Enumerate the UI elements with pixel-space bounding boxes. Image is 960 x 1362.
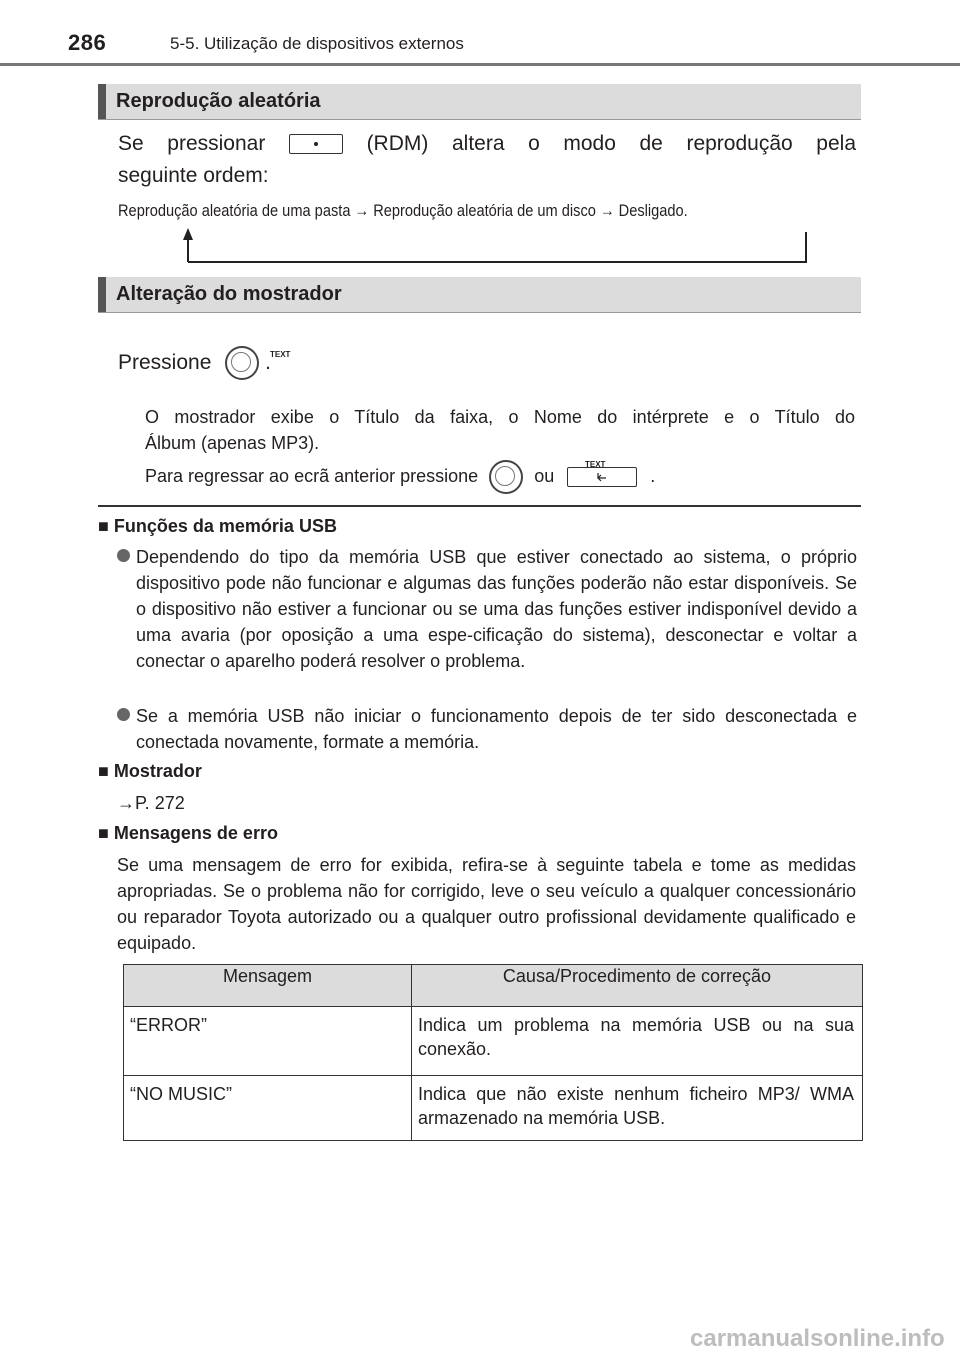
bullet-icon [117, 549, 130, 562]
arrow-icon: → [354, 201, 370, 220]
table-cell-cause: Indica que não existe nenhum ficheiro MP3/ WMA armazenado na memória USB. [412, 1076, 863, 1141]
sequence-step-disc: Reprodução aleatória de um disco [373, 201, 596, 220]
section-title: Alteração do mostrador [116, 283, 342, 305]
section-header-random [98, 84, 861, 120]
error-table [123, 964, 863, 1141]
random-intro-line2: seguinte ordem: [118, 164, 269, 187]
display-description: O mostrador exibe o Título da faixa, o Nome do intérprete e o Título do [145, 407, 855, 427]
table-row [124, 1007, 863, 1076]
table-cell-cause: Indica um problema na memória USB ou na sua conexão. [412, 1007, 863, 1076]
section-divider [98, 505, 861, 507]
table-cell-message: “ERROR” [124, 1007, 412, 1076]
header-rule [0, 63, 960, 66]
knob-label: TEXT [585, 460, 606, 469]
note-bullet: Dependendo do tipo da memória USB que estiver conectado ao sistema, o próprio dispositivo pode não funcionar e algumas das funções poderão não estar disponíveis. Se o dispositivo não estiver a funcionar ou se uma das funções estiver indisponível devido a uma avaria (por oposição a uma espe-cificação do sistema), desconectar e voltar a conectar o aparelho poderá resolver o problema. [117, 544, 857, 674]
return-instruction: Para regressar ao ecrã anterior pressione TEXT ou . [145, 460, 655, 494]
random-sequence [118, 201, 688, 221]
note-heading-display: ■ Mostrador [98, 761, 202, 781]
press-instruction: Pressione TEXT . [118, 346, 271, 380]
column-header: Mensagem [124, 965, 412, 1007]
back-button-icon [567, 467, 637, 487]
errors-description: Se uma mensagem de erro for exibida, refira-se à seguinte tabela e tome as medidas apropriadas. Se o problema não for corrigido, leve o seu veículo a qualquer concessionário ou reparador Toyota autorizado ou a qualquer outro profissional devidamente qualificado e equipado. [117, 855, 856, 953]
rdm-button-icon [289, 134, 343, 154]
knob-label: TEXT [270, 350, 291, 359]
bullet-icon [117, 708, 130, 721]
section-marker [98, 84, 106, 119]
page-number: 286 [68, 30, 107, 55]
note-heading-errors: ■ Mensagens de erro [98, 823, 278, 843]
section-marker [98, 277, 106, 312]
note-bullet: Se a memória USB não iniciar o funcionamento depois de ter sido desconectada e conectada novamente, formate a memória. [117, 703, 857, 755]
random-intro-line1: Se pressionar (RDM) altera o modo de reprodução pela [118, 132, 856, 155]
table-cell-message: “NO MUSIC” [124, 1076, 412, 1141]
page-reference-link[interactable]: →P. 272 [117, 793, 185, 813]
note-heading-usb: ■ Funções da memória USB [98, 516, 337, 536]
sequence-loop-arrow [180, 226, 814, 266]
arrow-icon: → [599, 201, 615, 220]
text-knob-icon [489, 460, 523, 494]
display-description-cont: Álbum (apenas MP3). [145, 433, 320, 453]
sequence-step-off: Desligado. [618, 201, 688, 220]
table-row [124, 1076, 863, 1141]
table-header-row [124, 965, 863, 1007]
text-knob-icon [225, 346, 259, 380]
watermark: carmanualsonline.info [690, 1325, 945, 1352]
column-header: Causa/Procedimento de correção [412, 965, 863, 1007]
section-header-display [98, 277, 861, 313]
chapter-title: 5-5. Utilização de dispositivos externos [170, 34, 464, 53]
section-title: Reprodução aleatória [116, 90, 321, 112]
sequence-step-folder: Reprodução aleatória de uma pasta [118, 201, 351, 220]
